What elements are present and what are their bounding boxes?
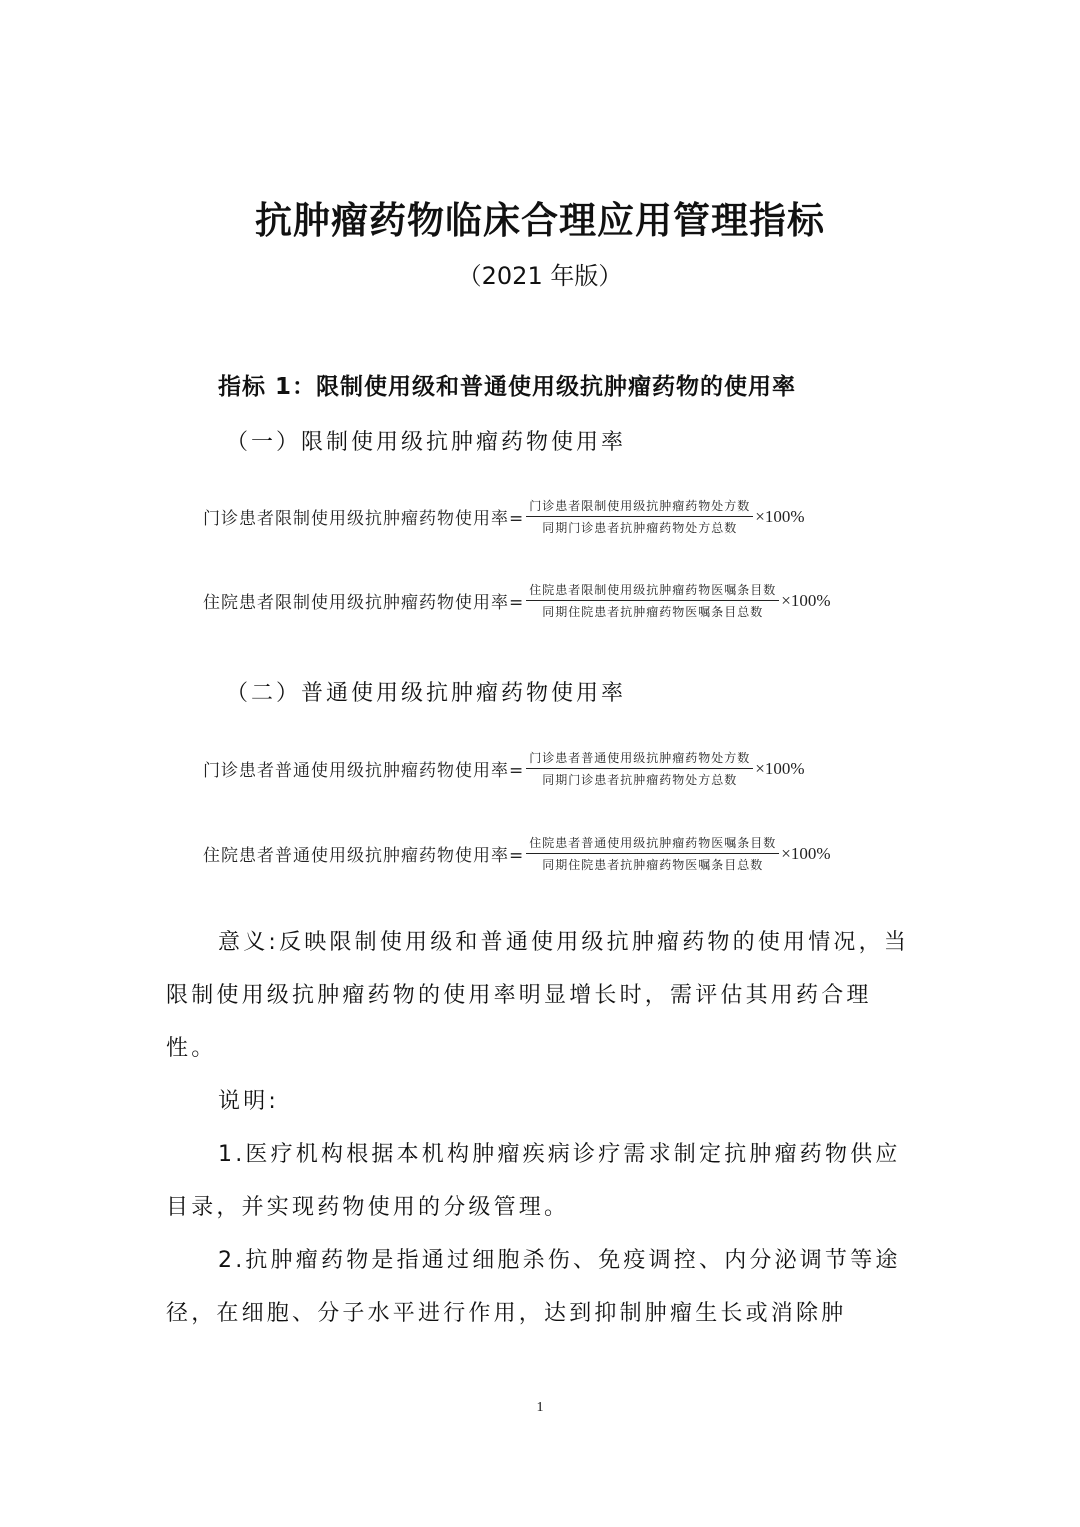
document-title: 抗肿瘤药物临床合理应用管理指标 xyxy=(255,199,825,242)
fraction xyxy=(526,581,779,620)
fraction-denominator: 同期门诊患者抗肿瘤药物处方总数 xyxy=(542,521,738,535)
fraction xyxy=(526,749,753,788)
formula-label: 门诊患者限制使用级抗肿瘤药物使用率= xyxy=(203,509,525,529)
document-subtitle: （2021 年版） xyxy=(457,262,623,290)
formula-multiplier: ×100% xyxy=(781,590,831,610)
formula-label: 住院患者限制使用级抗肿瘤药物使用率= xyxy=(203,593,525,613)
formula-multiplier: ×100% xyxy=(781,843,831,863)
formula-label: 门诊患者普通使用级抗肿瘤药物使用率= xyxy=(203,761,525,781)
fraction-numerator: 住院患者普通使用级抗肿瘤药物医嘱条目数 xyxy=(526,834,779,854)
section-heading-restricted: （一）限制使用级抗肿瘤药物使用率 xyxy=(226,430,627,455)
notes-heading: 说明: xyxy=(218,1089,280,1114)
fraction-denominator: 同期住院患者抗肿瘤药物医嘱条目总数 xyxy=(542,605,764,619)
formula-outpatient-restricted xyxy=(203,497,805,536)
formula-inpatient-ordinary xyxy=(203,834,831,873)
section-heading-ordinary: （二）普通使用级抗肿瘤药物使用率 xyxy=(226,681,627,706)
page-number: 1 xyxy=(536,1400,544,1415)
body-text xyxy=(166,916,916,1340)
fraction-numerator: 门诊患者限制使用级抗肿瘤药物处方数 xyxy=(526,497,753,517)
note-item-2: 2.抗肿瘤药物是指通过细胞杀伤、免疫调控、内分泌调节等途径，在细胞、分子水平进行作用，达到抑制肿瘤生长或消除肿 xyxy=(166,1248,901,1326)
formula-multiplier: ×100% xyxy=(755,506,805,526)
note-item-1: 1.医疗机构根据本机构肿瘤疾病诊疗需求制定抗肿瘤药物供应目录，并实现药物使用的分级管理。 xyxy=(166,1142,901,1220)
formula-label: 住院患者普通使用级抗肿瘤药物使用率= xyxy=(203,846,525,866)
formula-inpatient-restricted xyxy=(203,581,831,620)
indicator-heading: 指标 1：限制使用级和普通使用级抗肿瘤药物的使用率 xyxy=(218,374,797,400)
fraction-numerator: 住院患者限制使用级抗肿瘤药物医嘱条目数 xyxy=(526,581,779,601)
fraction-numerator: 门诊患者普通使用级抗肿瘤药物处方数 xyxy=(526,749,753,769)
formula-multiplier: ×100% xyxy=(755,758,805,778)
fraction-denominator: 同期住院患者抗肿瘤药物医嘱条目总数 xyxy=(542,858,764,872)
formula-outpatient-ordinary xyxy=(203,749,805,788)
fraction-denominator: 同期门诊患者抗肿瘤药物处方总数 xyxy=(542,773,738,787)
significance-paragraph: 意义:反映限制使用级和普通使用级抗肿瘤药物的使用情况，当限制使用级抗肿瘤药物的使用率明显增长时，需评估其用药合理性。 xyxy=(166,930,910,1061)
fraction xyxy=(526,834,779,873)
fraction xyxy=(526,497,753,536)
